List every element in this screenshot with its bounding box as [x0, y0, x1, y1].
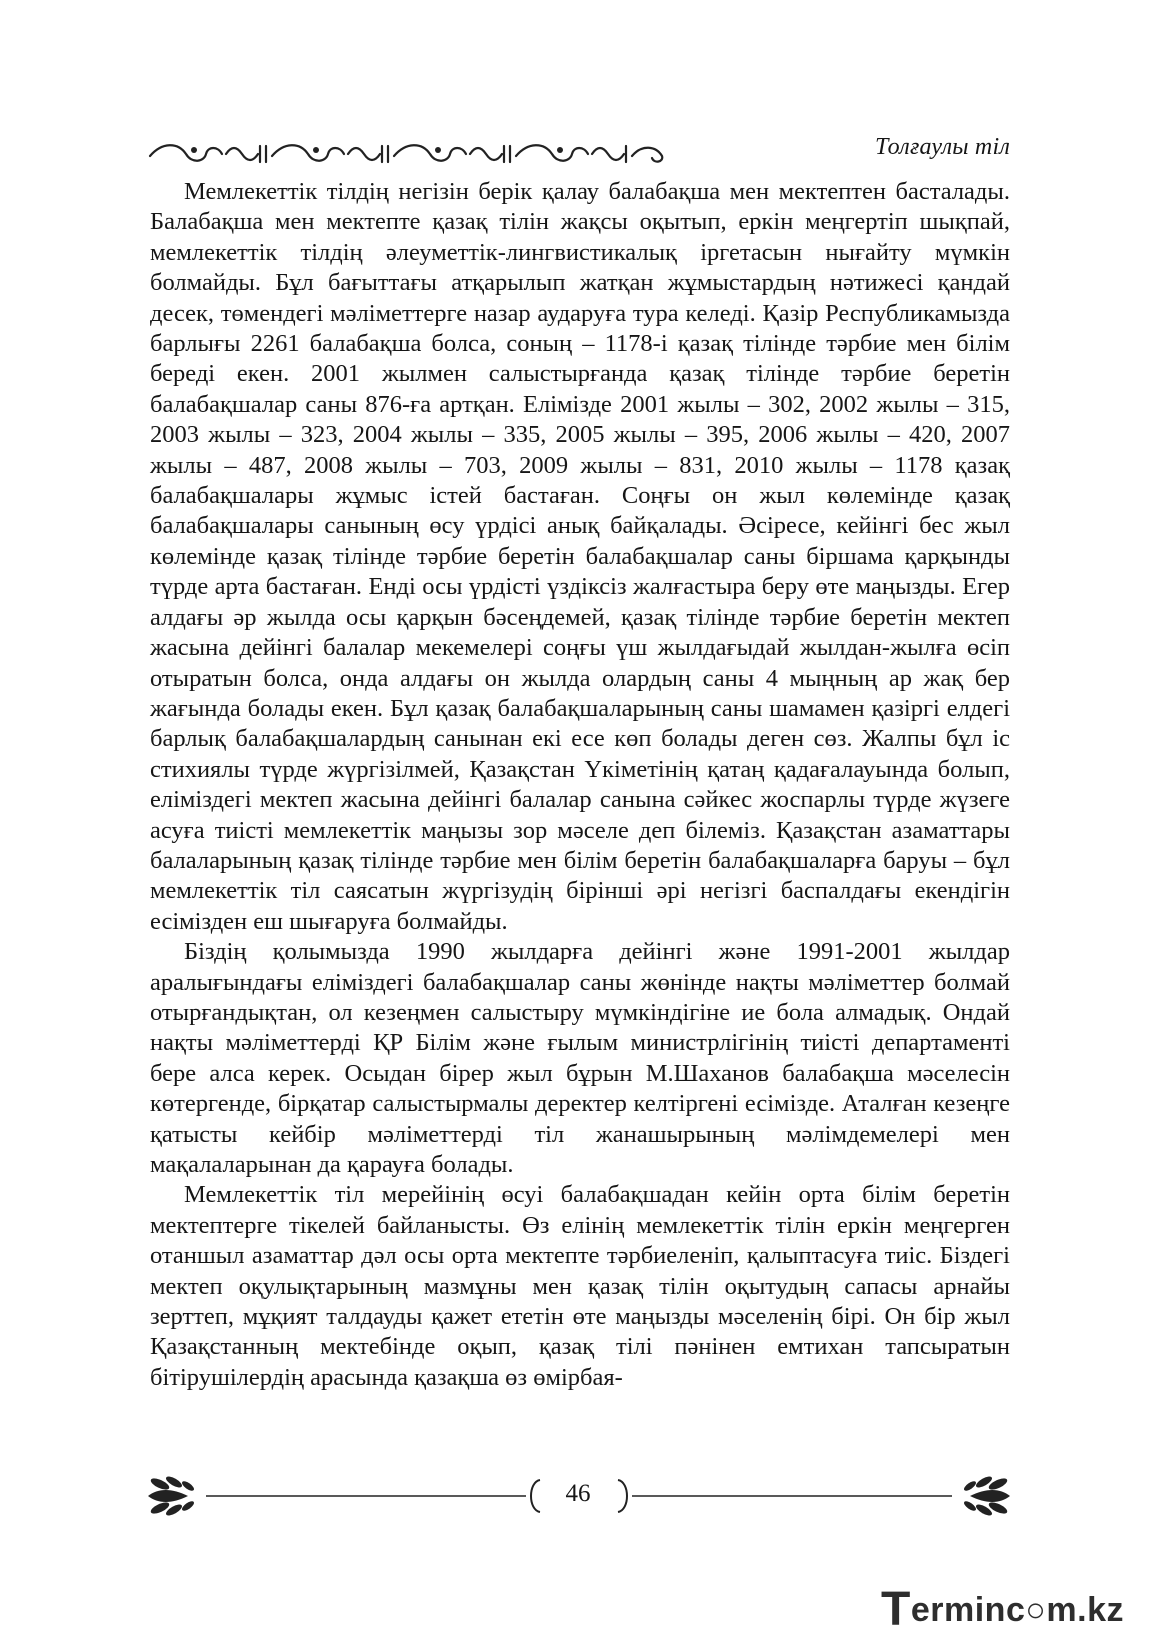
paragraph-2: Біздің қолымызда 1990 жылдарға дейінгі және 1991-2001 жылдар аралығындағы еліміздегі балабақшалар саны жөнінде нақты мәліметтер болмай отырғандықтан, ол кезеңмен салыстыру мүмкіндігіне ие бола алмадық. Ондай нақты мәліметтерді ҚР Білім және ғылым министрлігінің тиісті департаменті бере алса керек. Осыдан бірер жыл бұрын М.Шаханов балабақша мәселесін көтергенде, бірқатар салыстырмалы деректер келтіргені есімізде. Аталған кезеңге қатысты кейбір мәліметтерді тіл жанашырының мәлімдемелері мен мақалаларынан да қарауға болады.: [150, 938, 1010, 1178]
watermark-logo: [881, 1582, 1124, 1637]
watermark-o-icon: ○: [1025, 1591, 1047, 1629]
wheat-ornament-icon-right: [963, 1474, 1010, 1516]
watermark-rest: erminc: [910, 1591, 1026, 1629]
watermark-first-letter: T: [881, 1583, 911, 1636]
watermark-suffix: m.kz: [1046, 1591, 1124, 1629]
running-title: Толғаулы тіл: [875, 134, 1010, 160]
paragraph-3: Мемлекеттік тіл мерейінің өсуі балабақшадан кейін орта білім беретін мектептерге тікелей байланысты. Өз елінің мемлекеттік тілін еркін меңгерген отаншыл азаматтар дәл осы орта мектепте тәрбиеленіп, қалыптасуға тиіс. Біздегі мектеп оқулықтарының мазмұны мен қазақ тілін оқытудың сапасы арнайы зерттеп, мұқият талдауды қажет ететін өте маңызды мәселенің бірі. Он бір жыл Қазақстанның мектебінде оқып, қазақ тілі пәнінен емтихан тапсыратын бітірушілердің арасында қазақша өз өмірбая-: [150, 1181, 1010, 1391]
paragraph-1: Мемлекеттік тілдің негізін берік қалау балабақша мен мектептен басталады. Балабақша мен мектепте қазақ тілін жақсы оқытып, еркін меңгертіп шықпай, мемлекеттік тілдің әлеуметтік-лингвистикалық іргетасын нығайту мүмкін болмайды. Бұл бағыттағы атқарылып жатқан жұмыстардың нәтижесі қандай десек, төмендегі мәліметтерге назар аударуға тура келеді. Қазір Республикамызда барлығы 2261 балабақша болса, соның – 1178-і қазақ тілінде тәрбие мен білім береді екен. 2001 жылмен салыстырғанда қазақ тілінде тәрбие беретін балабақшалар саны 876-ға артқан. Елімізде 2001 жылы – 302, 2002 жылы – 315, 2003 жылы – 323, 2004 жылы – 335, 2005 жылы – 395, 2006 жылы – 420, 2007 жылы – 487, 2008 жылы – 703, 2009 жылы – 831, 2010 жылы – 1178 қазақ балабақшалары жұмыс істей бастаған. Соңғы он жыл көлемінде қазақ балабақшалары санының өсу үрдісі анық байқалады. Әсіресе, кейінгі бес жыл көлемінде қазақ тілінде тәрбие беретін балабақшалар саны біршама қарқынды түрде арта бастаған. Енді осы үрдісті үздіксіз жалғастыра беру өте маңызды. Егер алдағы әр жылда осы қарқын бәсеңдемей, қазақ тілінде тәрбие беретін мектеп жасына дейінгі балалар мекемелері соңғы үш жылдағыдай жылдан-жылға өсіп отыратын болса, онда алдағы он жылда олардың саны 4 мыңның ар жақ бер жағында болады екен. Бұл қазақ балабақшаларының саны шамамен қазіргі елдегі барлық балабақшалардың санынан екі есе көп болады деген сөз. Жалпы бұл іс стихиялы түрде жүргізілмей, Қазақстан Үкіметінің қатаң қадағалауында болып, еліміздегі мектеп жасына дейінгі балалар санына сәйкес жоспарлы түрде жүзеге асуға тиісті мемлекеттік маңызы зор мәселе деп білеміз. Қазақстан азаматтары балаларының қазақ тілінде тәрбие мен білім беретін балабақшаларға баруы – бұл мемлекеттік тіл саясатын жүргізудің бірінші әрі негізгі баспалдағы екендігін есімізден еш шығаруға болмайды.: [150, 178, 1010, 935]
wheat-ornament-icon-left: [148, 1474, 195, 1516]
page-footer: [148, 1474, 1010, 1516]
body-text: [150, 177, 1010, 1393]
page-number: 46: [565, 1480, 591, 1507]
scroll-ornament-icon: [148, 138, 668, 170]
